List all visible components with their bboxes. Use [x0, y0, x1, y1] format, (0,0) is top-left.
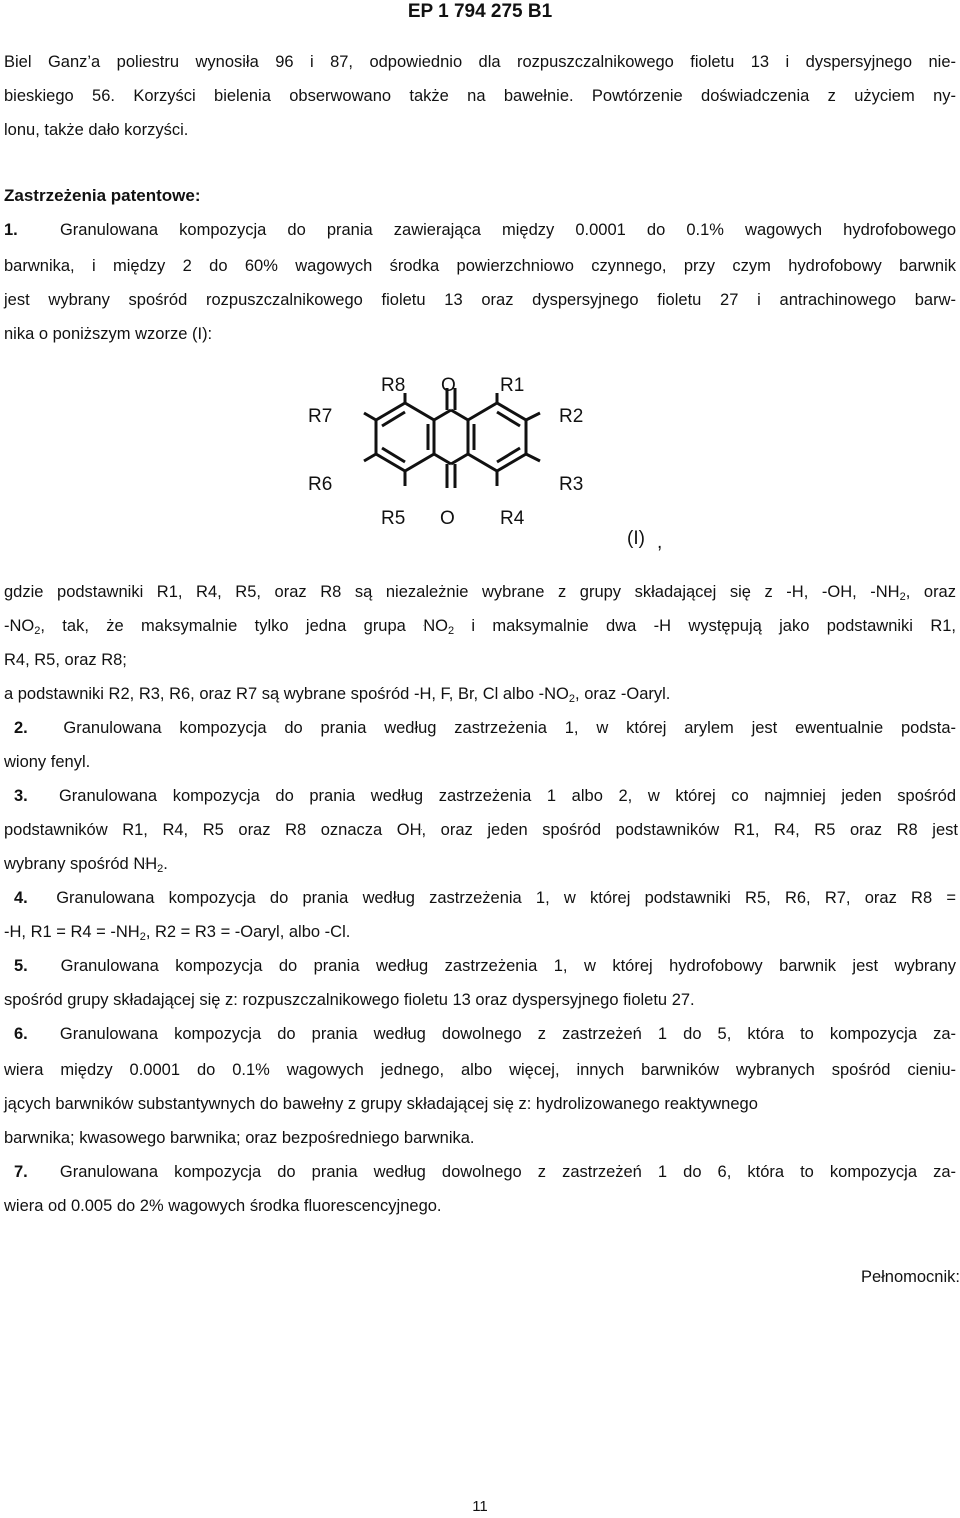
claim-6-line-1: 6. Granulowana kompozycja do prania według dowolnego z zastrzeżeń 1 do 5, która to kompozycja za- [14, 1025, 956, 1043]
claim-1-line-2: barwnika, i między 2 do 60% wagowych środka powierzchniowo czynnego, przy czym hydrofobowy barwnik [4, 257, 956, 275]
claim-1-line-5: gdzie podstawniki R1, R4, R5, oraz R8 są niezależnie wybrane z grupy składającej się z -H, -OH, $-NH_2$, oraz [4, 583, 956, 603]
label-r8: R8 [381, 375, 406, 396]
claim-6-line-2: wiera między 0.0001 do 0.1% wagowych jednego, albo więcej, innych barwników wybranych spośród cieniu- [4, 1061, 956, 1079]
claim-text: Granulowana kompozycja do prania zawierająca między 0.0001 do 0.1% wagowych hydrofobowego [59, 221, 957, 239]
label-r4: R4 [500, 508, 525, 529]
claim-3-line-1: 3. Granulowana kompozycja do prania według zastrzeżenia 1 albo 2, w której co najmniej jeden spośród [14, 787, 956, 805]
claims-section-title: Zastrzeżenia patentowe: [4, 186, 201, 205]
claim-1-line-3: jest wybrany spośród rozpuszczalnikowego fioletu 13 oraz dyspersyjnego fioletu 27 i antrachinowego barw- [4, 291, 956, 309]
claim-1-line-7: R4, R5, oraz R8; [4, 651, 127, 669]
claim-1-line-1 [4, 220, 956, 240]
label-r7: R7 [308, 406, 333, 427]
intro-line-1: Biel Ganz’a poliestru wynosiła 96 i 87, odpowiednio dla rozpuszczalnikowego fioletu 13 i dyspersyjnego nie- [4, 53, 956, 71]
label-o-bottom: O [440, 508, 455, 529]
claim-3-line-3: wybrany spośród $NH_2$. [4, 855, 168, 875]
claim-5-line-1: 5. Granulowana kompozycja do prania według zastrzeżenia 1, w której hydrofobowy barwnik jest wybrany [14, 957, 956, 975]
claim-number: 1. [4, 221, 18, 239]
label-r2: R2 [559, 406, 584, 427]
claim-1-line-8: a podstawniki R2, R3, R6, oraz R7 są wybrane spośród -H, F, Br, Cl albo $-NO_2$, oraz -Oaryl. [4, 685, 671, 705]
formula-comma: , [657, 532, 663, 553]
claim-3-line-2: podstawników R1, R4, R5 oraz R8 oznacza OH, oraz jeden spośród podstawników R1, R4, R5 oraz R8 jest [4, 821, 958, 839]
attorney-signature-label: Pełnomocnik: [860, 1268, 960, 1286]
page-number: 11 [472, 1498, 488, 1515]
intro-line-2: bieskiego 56. Korzyści bielenia obserwowano także na bawełnie. Powtórzenie doświadczenia z użyciem ny- [4, 87, 956, 105]
anthraquinone-structure-formula [0, 360, 960, 560]
claim-1-line-6: $-NO_2$, tak, że maksymalnie tylko jedna grupa $NO_2$ i maksymalnie dwa -H występują jako podstawniki R1, [4, 617, 956, 637]
claim-6-line-3: jących barwników substantywnych do bawełny z grupy składającej się z: hydrolizowanego reaktywnego [4, 1095, 758, 1113]
claim-1-line-4: nika o poniższym wzorze (I): [4, 325, 213, 343]
claim-7-line-1: 7. Granulowana kompozycja do prania według dowolnego z zastrzeżeń 1 do 6, która to kompozycja za- [14, 1163, 956, 1181]
label-r3: R3 [559, 474, 584, 495]
label-r1: R1 [500, 375, 525, 396]
claim-7-line-2: wiera od 0.005 do 2% wagowych środka fluorescencyjnego. [4, 1197, 442, 1215]
intro-line-3: lonu, także dało korzyści. [4, 121, 189, 139]
claim-2-line-1: 2. Granulowana kompozycja do prania według zastrzeżenia 1, w której arylem jest ewentualnie podsta- [14, 719, 957, 737]
label-r5: R5 [381, 508, 406, 529]
claim-2-line-2: wiony fenyl. [4, 753, 91, 771]
claim-4-line-2: -H, $R1 = R4 = -NH_2$, R2 = R3 = -Oaryl, albo -Cl. [4, 923, 351, 943]
claim-6-line-4: barwnika; kwasowego barwnika; oraz bezpośredniego barwnika. [4, 1129, 475, 1147]
claim-5-line-2: spośród grupy składającej się z: rozpuszczalnikowego fioletu 13 oraz dyspersyjnego fioletu 27. [4, 991, 695, 1009]
label-o-top: O [441, 375, 456, 396]
claim-4-line-1: 4. Granulowana kompozycja do prania według zastrzeżenia 1, w której podstawniki R5, R6, R7, oraz R8 = [14, 889, 956, 907]
patent-number-header: EP 1 794 275 B1 [407, 1, 553, 22]
formula-number: (I) [627, 528, 645, 549]
label-r6: R6 [308, 474, 333, 495]
